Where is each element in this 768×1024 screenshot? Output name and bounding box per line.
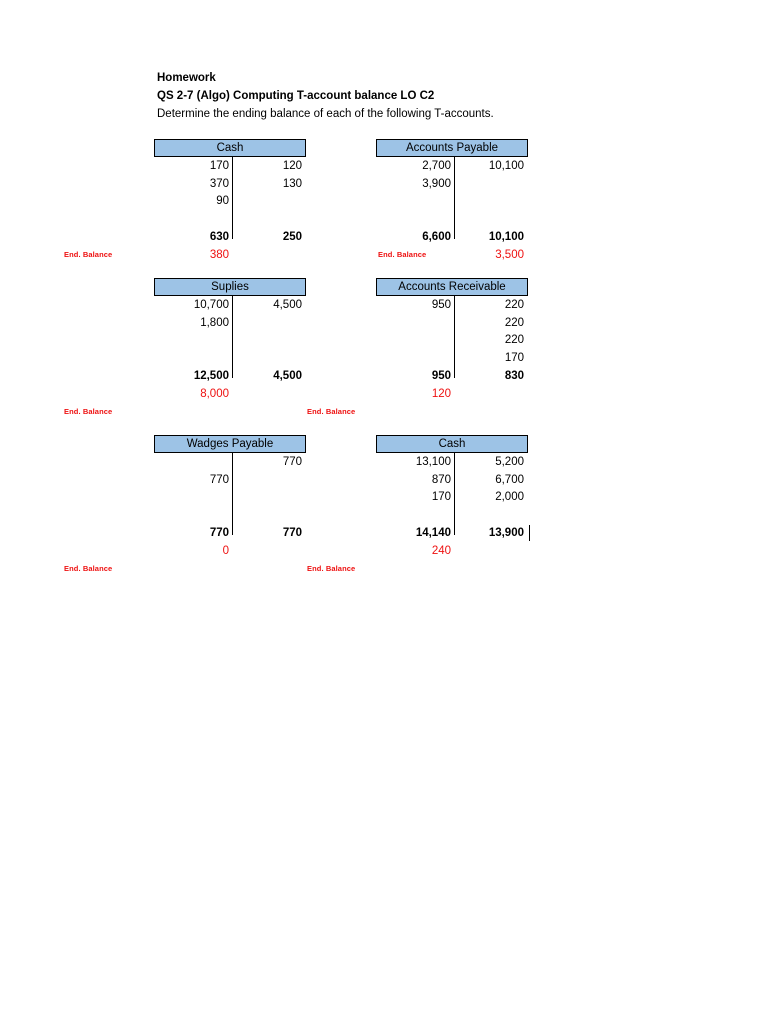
t-account-title: Cash [154,139,306,157]
credit-column [458,158,524,176]
credit-entry: 220 [504,299,524,311]
end-balance-label: End. Balance [307,564,356,573]
debit-total: 6,600 [422,231,451,243]
debit-entry: 950 [431,299,451,311]
homework-heading: Homework [157,72,216,84]
credit-entry: 170 [504,351,524,364]
debit-column [154,158,229,211]
t-account-title: Cash [376,435,528,453]
t-account-wages-payable [154,435,306,557]
credit-total: 10,100 [488,231,524,243]
debit-entry: 870 [431,473,451,486]
debit-column [376,297,451,315]
t-account-divider [232,296,233,378]
debit-column [376,454,451,507]
credit-entry: 10,100 [488,160,524,172]
credit-total: 250 [282,231,302,243]
t-account-title: Accounts Payable [376,139,528,157]
t-account-accounts-receivable [376,278,528,400]
debit-total: 770 [209,527,229,539]
debit-total: 12,500 [193,370,229,382]
debit-column [154,454,229,489]
credit-entry: 120 [282,160,302,172]
debit-entry: 170 [209,160,229,172]
debit-entry: 2,700 [422,160,451,172]
debit-entry: 3,900 [422,177,451,190]
end-balance-label: End. Balance [64,564,113,573]
debit-entry: 170 [431,491,451,503]
credit-total: 770 [282,527,302,539]
debit-total: 630 [209,231,229,243]
t-account-supplies [154,278,306,400]
t-account-accounts-payable [376,139,528,261]
credit-column [236,454,302,472]
t-account-divider [454,157,455,239]
credit-entry: 220 [504,316,524,329]
credit-entry: 5,200 [495,456,524,468]
ending-balance: 8,000 [200,388,229,400]
credit-entry: 6,700 [495,473,524,486]
end-balance-label: End. Balance [307,407,356,416]
ending-balance: 380 [209,249,229,261]
ending-balance: 0 [222,545,229,557]
debit-entry: 90 [216,195,229,207]
credit-column [236,297,302,315]
credit-column [236,158,302,193]
credit-column [458,454,524,507]
ending-balance: 240 [431,545,451,557]
debit-entry: 370 [209,177,229,190]
credit-entry: 130 [282,177,302,190]
debit-column [154,297,229,332]
ending-balance: 3,500 [495,249,524,261]
ending-balance: 120 [431,388,451,400]
credit-entry: 220 [504,334,524,346]
debit-entry: 10,700 [193,299,229,311]
debit-column [376,158,451,193]
question-title: QS 2-7 (Algo) Computing T-account balance LO C2 [157,90,435,102]
t-account-title: Suplies [154,278,306,296]
debit-entry: 13,100 [415,456,451,468]
credit-total: 830 [504,370,524,382]
debit-entry: 1,800 [200,316,229,329]
debit-total: 14,140 [415,527,451,539]
credit-total: 13,900 [488,527,524,539]
question-instructions: Determine the ending balance of each of the following T-accounts. [157,108,494,120]
t-account-cash [154,139,306,261]
credit-total: 4,500 [273,370,302,382]
credit-column [458,297,524,367]
debit-entry: 770 [209,473,229,486]
end-balance-label: End. Balance [64,250,113,259]
debit-entry [154,454,229,472]
cell-border [529,525,530,541]
credit-entry: 770 [282,456,302,468]
t-account-divider [232,453,233,535]
debit-total: 950 [431,370,451,382]
credit-entry: 2,000 [495,491,524,503]
end-balance-label: End. Balance [64,407,113,416]
t-account-title: Accounts Receivable [376,278,528,296]
t-account-title: Wadges Payable [154,435,306,453]
t-account-divider [454,453,455,535]
t-account-divider [454,296,455,378]
credit-entry: 4,500 [273,299,302,311]
t-account-cash-2 [376,435,528,557]
end-balance-label: End. Balance [378,250,427,259]
t-account-divider [232,157,233,239]
